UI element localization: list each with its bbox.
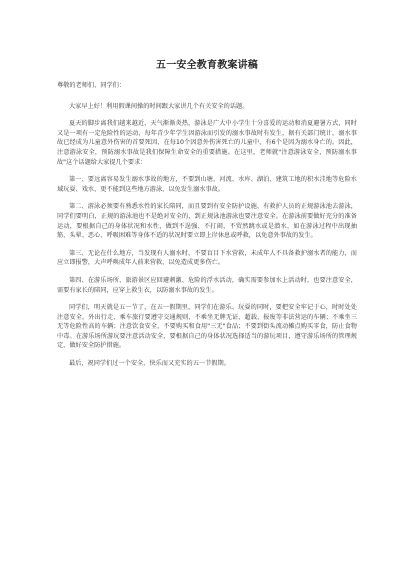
paragraph-greeting: 大家早上好！利用假课间操的时间跟大家讲几个有关安全的话题。 — [69, 102, 249, 110]
paragraph-rule-2: 第二、游泳必须要有熟悉水性的家长陪同，而且要到有安全防护设施、有救护人员的正规游泳池去游泳，同学们要明白，正规的游泳池也不是绝对安全的，到正规泳池游泳也要注意安全。在游泳前要做好充分的准备运动，要根据自己的身体状况和水性，做到不逞强、不打闹，不贸然跳水或是潜水，如在游泳过程中出现抽筋、头晕、恶心、呼吸困难等身体不适的状况时要立即上岸休息或呼救，以免意外事故的发生。 — [57, 203, 357, 240]
paragraph-rule-3: 第三、无论在什么地方，当发现有人溺水时，不要盲目下水营救，未成年人不具备救护溺水者的能力，而应立即报警，大声呼唤成年人前来营救，以免造成更多伤亡。 — [57, 249, 357, 267]
paragraph-closing: 最后，祝同学们过一个安全、快乐而又充实的五一节假期。 — [69, 360, 230, 368]
paragraph-intro: 夏天的脚步离我们越来越近，天气渐渐炎热，游泳是广大中小学生十分喜爱的运动和消夏避暑方式，同时又是一项有一定危险性的运动，每年青少年学生因游泳而引发的溺水事故时有发生，据有关部门统计，溺水事故已经成为儿童意外伤害的首要死因，在每10个因意外伤害死亡的儿童中，有6个是因为溺水身亡的。因此，注意游泳安全，预防溺水事故是我们保障生命安全的重要措施。在这里，老师就"注意游泳安全，预防溺水事故"这个话题给大家提几个要求： — [57, 120, 357, 166]
paragraph-holiday: 同学们，明天就是五一节了，在五一假期里，同学们在游乐、玩耍的同时，要把安全牢记于心，时时处处注意安全。外出行走、乘车旅行要遵守交通规则，不乘坐无牌无证、超载、报废等非法营运的车辆；不乘坐三无等危险性高的车辆；注意饮食安全，不要购买和食用"三无"食品；不要到街头流动摊点购买零食，防止食物中毒。在游乐场所游玩要注意活动安全，要根据自己的身体状况选择适当的游玩项目，遵守游乐场所的管理规定，做好安全防护措施。 — [57, 304, 357, 350]
document-body — [57, 56, 357, 377]
paragraph-rule-4: 第四、在游乐场所、旅游景区应回避刺激、危险的浮水活动，确实需要参加水上活动时，也要注意安全，需要有家长的陪同，应穿上救生衣，以防溺水事故的发生。 — [57, 276, 357, 294]
salutation: 尊敬的老师们、同学们： — [57, 82, 126, 89]
document-title: 五一安全教育教案讲稿 — [156, 60, 258, 71]
paragraph-rule-1: 第一、要远离容易发生溺水事故的地方，不要到山塘、河流、水库、湖泊、建筑工地的积水洼地等危险水域玩耍、戏水，更不能到这些地方游泳，以免发生溺水事故。 — [57, 176, 357, 193]
